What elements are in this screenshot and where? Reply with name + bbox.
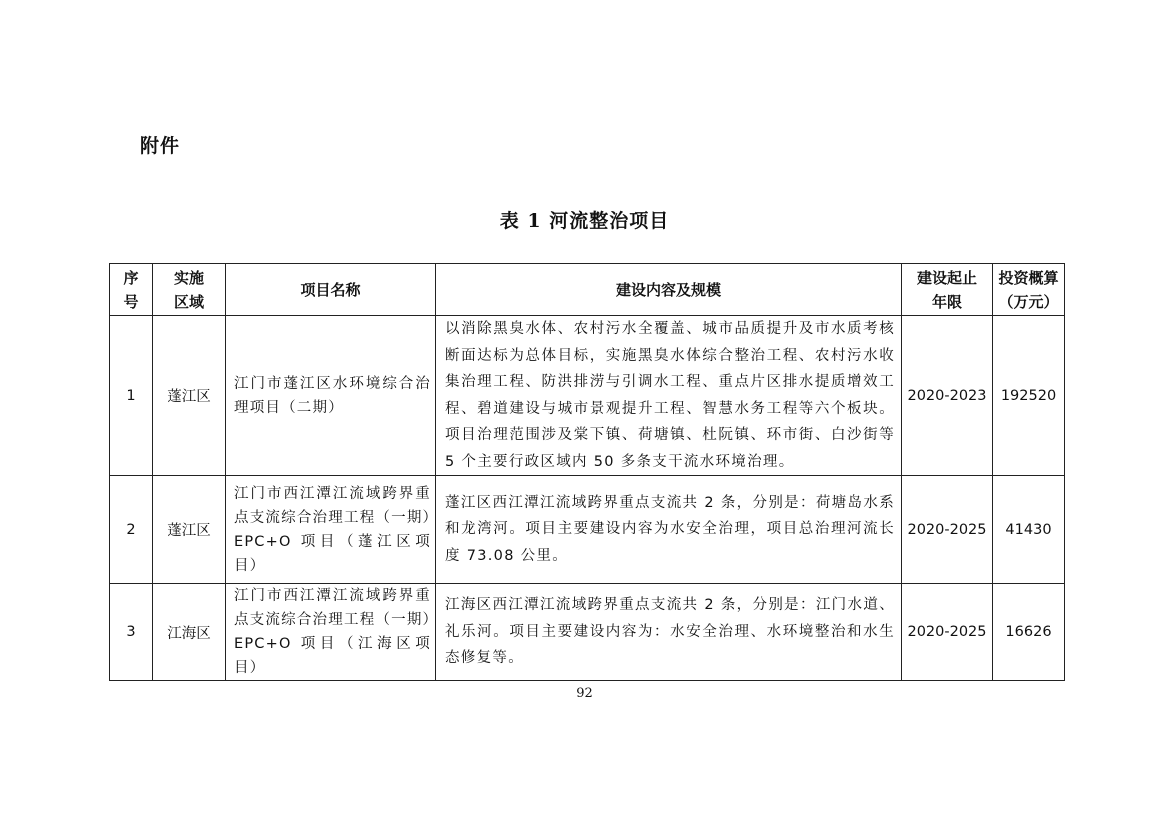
header-name-label: 项目名称 bbox=[300, 280, 361, 299]
page-number: 92 bbox=[576, 686, 593, 701]
row-name: 江门市西江潭江流域跨界重点支流综合治理工程（一期）EPC+O 项目（江海区项目） bbox=[226, 584, 436, 681]
attachment-label: 附件 bbox=[140, 135, 181, 157]
row-period: 2020-2025 bbox=[902, 584, 993, 681]
row-name: 江门市蓬江区水环境综合治理项目（二期） bbox=[226, 316, 436, 476]
row-period: 2020-2025 bbox=[902, 476, 993, 584]
row-region: 蓬江区 bbox=[153, 476, 226, 584]
header-budget-line1: 投资概算 bbox=[998, 268, 1059, 287]
projects-table bbox=[109, 263, 1065, 681]
row-content: 江海区西江潭江流域跨界重点支流共 2 条，分别是：江门水道、礼乐河。项目主要建设内容为：水安全治理、水环境整治和水生态修复等。 bbox=[436, 584, 902, 681]
row-content: 以消除黑臭水体、农村污水全覆盖、城市品质提升及市水质考核断面达标为总体目标，实施黑臭水体综合整治工程、农村污水收集治理工程、防洪排涝与引调水工程、重点片区排水提质增效工程、碧道建设与城市景观提升工程、智慧水务工程等六个板块。项目治理范围涉及棠下镇、荷塘镇、杜阮镇、环市街、白沙街等 5 个主要行政区域内 50 多条支干流水环境治理。 bbox=[436, 316, 902, 476]
row-budget: 41430 bbox=[993, 476, 1065, 584]
header-index bbox=[110, 264, 153, 316]
header-region-line2: 区域 bbox=[173, 292, 204, 311]
table-row bbox=[110, 476, 1065, 584]
header-region bbox=[153, 264, 226, 316]
row-name: 江门市西江潭江流域跨界重点支流综合治理工程（一期）EPC+O 项目（蓬江区项目） bbox=[226, 476, 436, 584]
row-budget: 192520 bbox=[993, 316, 1065, 476]
header-name bbox=[226, 264, 436, 316]
row-region: 江海区 bbox=[153, 584, 226, 681]
table-header-row bbox=[110, 264, 1065, 316]
header-content bbox=[436, 264, 902, 316]
row-budget: 16626 bbox=[993, 584, 1065, 681]
row-region: 蓬江区 bbox=[153, 316, 226, 476]
header-index-line1: 序 bbox=[123, 268, 139, 287]
table-row bbox=[110, 584, 1065, 681]
header-period-line2: 年限 bbox=[931, 292, 962, 311]
header-period bbox=[902, 264, 993, 316]
header-period-line1: 建设起止 bbox=[916, 268, 977, 287]
header-content-label: 建设内容及规模 bbox=[615, 280, 721, 299]
header-region-line1: 实施 bbox=[173, 268, 204, 287]
row-index: 1 bbox=[110, 316, 153, 476]
header-budget bbox=[993, 264, 1065, 316]
row-period: 2020-2023 bbox=[902, 316, 993, 476]
header-index-line2: 号 bbox=[123, 292, 139, 311]
row-index: 3 bbox=[110, 584, 153, 681]
header-budget-line2: （万元） bbox=[998, 292, 1059, 311]
row-content: 蓬江区西江潭江流域跨界重点支流共 2 条，分别是：荷塘岛水系和龙湾河。项目主要建设内容为水安全治理，项目总治理河流长度 73.08 公里。 bbox=[436, 476, 902, 584]
row-index: 2 bbox=[110, 476, 153, 584]
table-title: 表 1 河流整治项目 bbox=[499, 210, 670, 232]
table-row bbox=[110, 316, 1065, 476]
